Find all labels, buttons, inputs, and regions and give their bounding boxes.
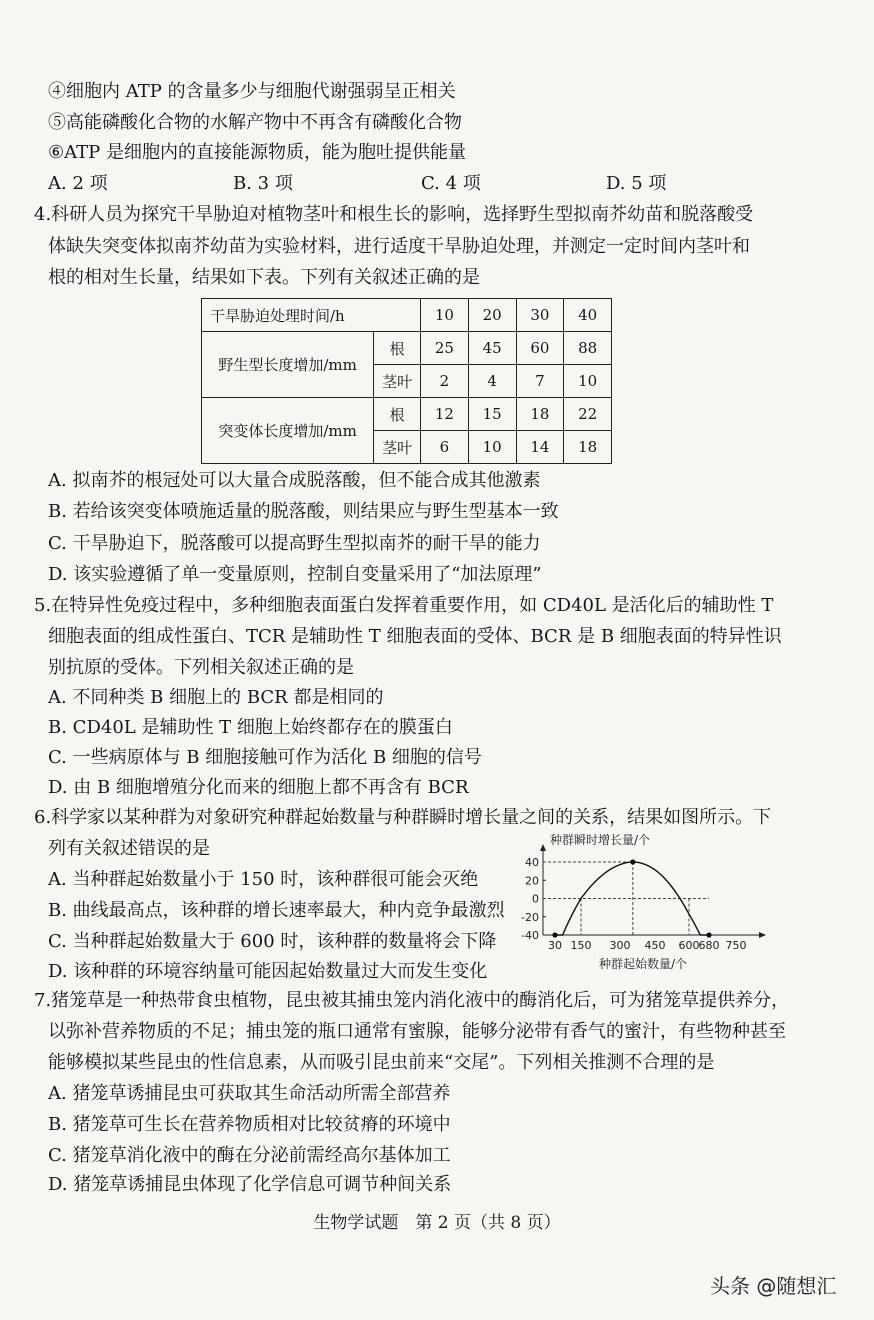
q7-option-d: D. 猪笼草诱捕昆虫体现了化学信息可调节种间关系 [48, 1174, 452, 1195]
x-tick-label: 600 [678, 939, 700, 952]
page-footer: 生物学试题 第 2 页（共 8 页） [313, 1213, 561, 1233]
q5-stem-line-2: 细胞表面的组成性蛋白、TCR 是辅助性 T 细胞表面的受体、BCR 是 B 细胞表面的特异性识 [48, 626, 782, 647]
watermark-text: 头条 @随想汇 [710, 1274, 837, 1298]
organ-cell: 根 [374, 332, 421, 365]
table-row [202, 332, 612, 365]
q3-option-a: A. 2 项 [48, 173, 108, 194]
value-cell: 12 [421, 398, 469, 431]
q5-option-a: A. 不同种类 B 细胞上的 BCR 都是相同的 [48, 687, 384, 708]
q6-option-b: B. 曲线最高点，该种群的增长速率最大，种内竞争最激烈 [48, 900, 505, 921]
q3-option-d: D. 5 项 [606, 173, 667, 194]
table-time-cell: 40 [564, 299, 612, 332]
q5-option-d: D. 由 B 细胞增殖分化而来的细胞上都不再含有 BCR [48, 777, 469, 798]
value-cell: 10 [564, 365, 612, 398]
q5-stem-line-3: 别抗原的受体。下列相关叙述正确的是 [48, 657, 354, 678]
q7-stem-line-3: 能够模拟某些昆虫的性信息素，从而吸引昆虫前来“交尾”。下列相关推测不合理的是 [48, 1052, 715, 1073]
x-axis-arrow [759, 932, 766, 938]
value-cell: 18 [564, 431, 612, 464]
value-cell: 22 [564, 398, 612, 431]
y-axis-label: 种群瞬时增长量/个 [550, 833, 651, 847]
q6-option-c: C. 当种群起始数量大于 600 时，该种群的数量将会下降 [48, 931, 497, 952]
value-cell: 25 [421, 332, 469, 365]
x-tick-label: 750 [725, 939, 747, 952]
table-time-cell: 20 [468, 299, 516, 332]
organ-cell: 茎叶 [374, 431, 421, 464]
x-tick-label: 30 [548, 939, 562, 952]
value-cell: 60 [516, 332, 564, 365]
data-point [706, 932, 711, 937]
table-header-row [202, 299, 612, 332]
value-cell: 88 [564, 332, 612, 365]
q5-option-b: B. CD40L 是辅助性 T 细胞上始终都存在的膜蛋白 [48, 717, 453, 738]
q7-stem-line-2: 以弥补营养物质的不足；捕虫笼的瓶口通常有蜜腺，能够分泌带有香气的蜜汁，有些物种甚至 [48, 1021, 786, 1042]
y-tick-label: 40 [525, 856, 539, 869]
q5-stem-line-1: 5.在特异性免疫过程中，多种细胞表面蛋白发挥着重要作用，如 CD40L 是活化后的辅助性 T [34, 595, 774, 616]
data-point [552, 932, 557, 937]
value-cell: 2 [421, 365, 469, 398]
statement-6: ⑥ATP 是细胞内的直接能源物质，能为胞吐提供能量 [48, 142, 466, 163]
q4-stem-line-3: 根的相对生长量，结果如下表。下列有关叙述正确的是 [48, 267, 480, 288]
value-cell: 10 [468, 431, 516, 464]
table-header-label: 干旱胁迫处理时间/h [202, 299, 421, 332]
table-row [202, 398, 612, 431]
q4-option-c: C. 干旱胁迫下，脱落酸可以提高野生型拟南芥的耐干旱的能力 [48, 533, 541, 554]
q3-option-b: B. 3 项 [233, 173, 293, 194]
value-cell: 45 [468, 332, 516, 365]
value-cell: 18 [516, 398, 564, 431]
q4-option-a: A. 拟南芥的根冠处可以大量合成脱落酸，但不能合成其他激素 [48, 470, 541, 491]
population-growth-chart [500, 832, 780, 982]
x-tick-label: 680 [698, 939, 720, 952]
q4-option-b: B. 若给该突变体喷施适量的脱落酸，则结果应与野生型基本一致 [48, 501, 559, 522]
value-cell: 14 [516, 431, 564, 464]
organ-cell: 茎叶 [374, 365, 421, 398]
group-label-wild: 野生型长度增加/mm [202, 332, 374, 398]
statement-4: ④细胞内 ATP 的含量多少与细胞代谢强弱呈正相关 [48, 81, 456, 102]
q6-stem-line-1: 6.科学家以某种群为对象研究种群起始数量与种群瞬时增长量之间的关系，结果如图所示。下 [34, 807, 772, 828]
q7-option-a: A. 猪笼草诱捕昆虫可获取其生命活动所需全部营养 [48, 1083, 451, 1104]
y-tick-label: 0 [532, 892, 539, 906]
x-tick-label: 300 [609, 939, 631, 952]
q6-stem-line-2: 列有关叙述错误的是 [48, 838, 210, 859]
table-time-cell: 30 [516, 299, 564, 332]
organ-cell: 根 [374, 398, 421, 431]
q7-stem-line-1: 7.猪笼草是一种热带食虫植物，昆虫被其捕虫笼内消化液中的酶消化后，可为猪笼草提供养分， [34, 990, 790, 1011]
table-time-cell: 10 [421, 299, 469, 332]
value-cell: 6 [421, 431, 469, 464]
q4-option-d: D. 该实验遵循了单一变量原则，控制自变量采用了“加法原理” [48, 564, 542, 585]
y-tick-label: -40 [521, 929, 539, 942]
q4-stem-line-1: 4.科研人员为探究干旱胁迫对植物茎叶和根生长的影响，选择野生型拟南芥幼苗和脱落酸受 [34, 204, 754, 225]
y-tick-label: -20 [521, 910, 539, 924]
q3-option-c: C. 4 项 [421, 173, 481, 194]
q5-option-c: C. 一些病原体与 B 细胞接触可作为活化 B 细胞的信号 [48, 747, 482, 768]
growth-table [201, 298, 612, 464]
q4-stem-line-2: 体缺失突变体拟南芥幼苗为实验材料，进行适度干旱胁迫处理，并测定一定时间内茎叶和 [48, 236, 750, 257]
q7-option-b: B. 猪笼草可生长在营养物质相对比较贫瘠的环境中 [48, 1114, 451, 1135]
statement-5: ⑤高能磷酸化合物的水解产物中不再含有磷酸化合物 [48, 112, 462, 133]
q6-option-d: D. 该种群的环境容纳量可能因起始数量过大而发生变化 [48, 961, 488, 982]
data-point [630, 859, 635, 864]
q6-option-a: A. 当种群起始数量小于 150 时，该种群很可能会灭绝 [48, 869, 479, 890]
value-cell: 7 [516, 365, 564, 398]
x-tick-label: 450 [644, 939, 666, 952]
value-cell: 15 [468, 398, 516, 431]
x-axis-label: 种群起始数量/个 [598, 957, 688, 971]
group-label-mutant: 突变体长度增加/mm [202, 398, 374, 464]
y-tick-label: 20 [525, 874, 539, 888]
value-cell: 4 [468, 365, 516, 398]
x-tick-label: 150 [570, 939, 592, 952]
y-axis-arrow [540, 844, 546, 851]
q7-option-c: C. 猪笼草消化液中的酶在分泌前需经高尔基体加工 [48, 1145, 451, 1166]
